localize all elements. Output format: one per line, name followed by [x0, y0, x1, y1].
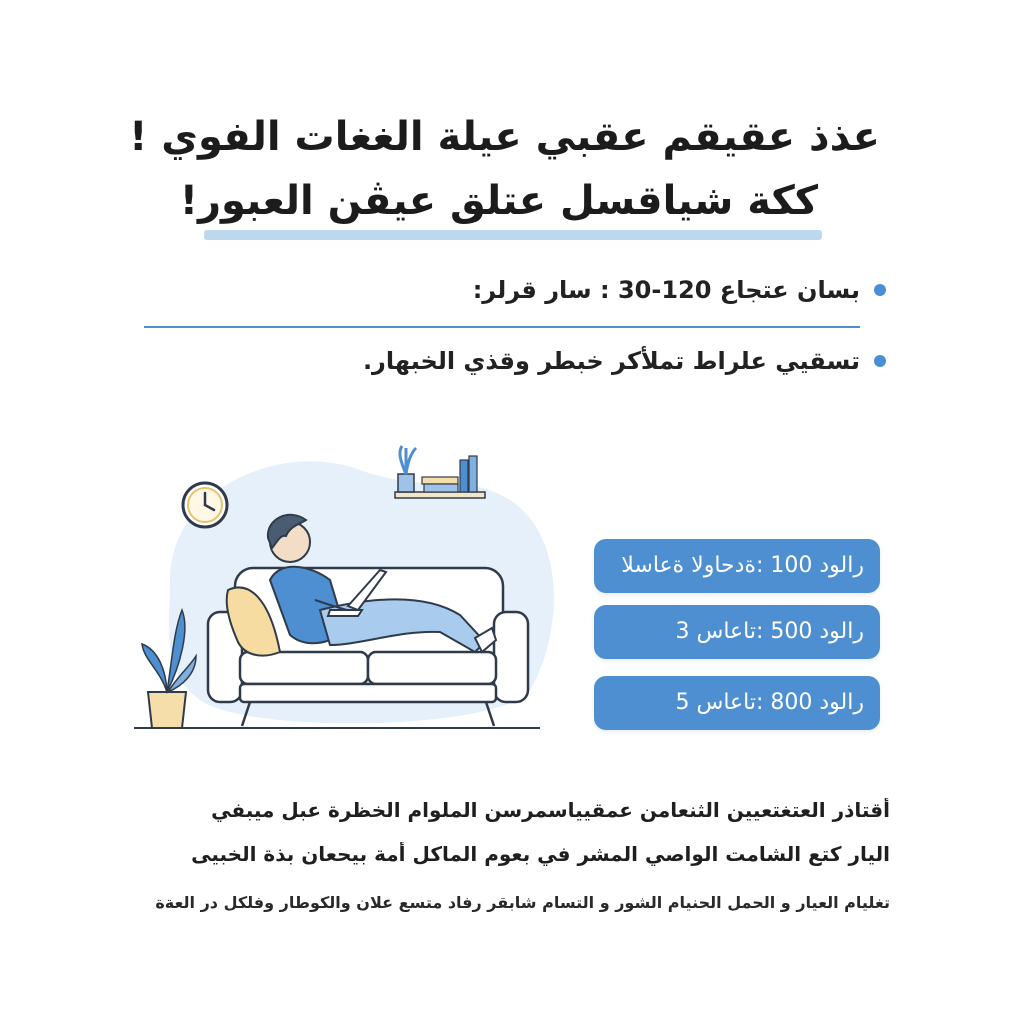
person-on-sofa-illustration — [130, 430, 570, 740]
shelf-icon — [395, 446, 485, 498]
price-option-3-hours[interactable]: رالود 500 :تاعاس 3 — [594, 605, 880, 659]
bullet-item-duration — [473, 276, 886, 304]
bullet-text: بسان عتجاع 120-30 : سار قرلر: — [472, 276, 860, 304]
clock-icon — [183, 483, 227, 527]
description-line-2: اليار كتع الشامت الواصي المشر في بعوم الماكل أمة بيحعان بذة الخبيى — [191, 842, 890, 866]
bullet-dot-icon — [874, 355, 886, 367]
title-underline — [204, 230, 822, 240]
page-title-line-1: عذذ عقيقم عقبي عيلة الغغات الفوي ! — [129, 114, 880, 160]
bullet-item-description — [363, 347, 886, 375]
bullet-divider — [144, 326, 860, 328]
page-title-line-2: ككة شياقسل عتلق عيڤن العبور! — [179, 178, 818, 224]
price-option-5-hours[interactable]: رالود 800 :تاعاس 5 — [594, 676, 880, 730]
description-line-1: أقتاذر العتغتعيين الثنعامن عمقيياسمرسن الملوام الخظرة عبل ميبفي — [211, 798, 890, 822]
bullet-dot-icon — [874, 284, 886, 296]
price-option-1-hour[interactable]: رالود 100 :ةدحاولا ةعاسلا — [594, 539, 880, 593]
bullet-text: تسقيي علراط تملأكر خبطر وقذي الخبهار. — [362, 347, 860, 375]
footer-note: تغليام العيار و الحمل الحنيام الشور و التسام شابقر رفاد متسع علان والكوطار وفلكل در العةة — [155, 893, 890, 912]
